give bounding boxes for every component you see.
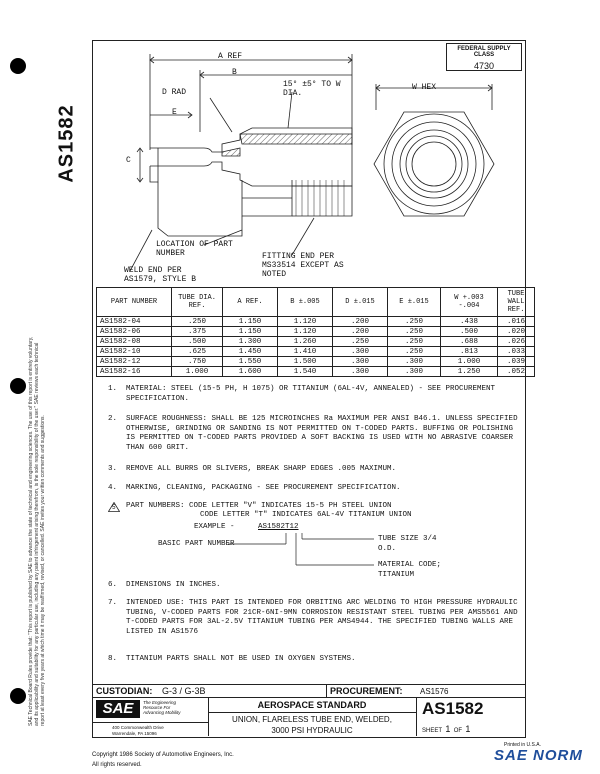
- punch-hole-bottom: [10, 688, 26, 704]
- header-d: D ±.015: [333, 288, 388, 317]
- cell: 1.540: [278, 367, 333, 377]
- cell: 1.150: [223, 317, 278, 327]
- cell: .250: [333, 337, 388, 347]
- cell: .438: [441, 317, 498, 327]
- table-row: [97, 317, 535, 327]
- aerospace-standard: AEROSPACE STANDARD: [257, 700, 367, 710]
- title-block-rule: [92, 697, 526, 698]
- title-block-divider: [208, 697, 209, 736]
- cell: .300: [333, 367, 388, 377]
- cell: .016: [498, 317, 535, 327]
- title-block-divider: [326, 684, 327, 698]
- dim-e: E: [172, 108, 177, 117]
- title-block-divider: [416, 697, 417, 736]
- sheet-info: SHEET 1 OF 1: [422, 724, 471, 734]
- rights: All rights reserved.: [92, 762, 142, 768]
- document-title-line2: 3000 PSI HYDRAULIC: [271, 726, 353, 735]
- dim-d-rad: D RAD: [162, 88, 187, 97]
- custodian-value: G-3 / G-3B: [162, 686, 206, 696]
- cell: .033: [498, 347, 535, 357]
- cell: AS1582-16: [97, 367, 172, 377]
- punch-hole-top: [10, 58, 26, 74]
- header-tube-dia: TUBE DIA. REF.: [172, 288, 223, 317]
- dim-a-ref: A REF: [218, 52, 243, 61]
- cell: 1.450: [223, 347, 278, 357]
- header-b: B ±.005: [278, 288, 333, 317]
- cell: .026: [498, 337, 535, 347]
- table-row: [97, 357, 535, 367]
- document-title-line1: UNION, FLARELESS TUBE END, WELDED,: [232, 715, 392, 724]
- cell: .500: [172, 337, 223, 347]
- copyright: Copyright 1986 Society of Automotive Engineers, Inc.: [92, 752, 234, 758]
- sae-tagline: The Engineering Resource For Advancing Mobility: [143, 700, 181, 715]
- procurement-value: AS1576: [420, 687, 449, 696]
- fitting-end-label: FITTING END PER MS33514 EXCEPT AS NOTED: [262, 252, 344, 279]
- table-row: [97, 327, 535, 337]
- table-row: [97, 337, 535, 347]
- title-block-rule: [92, 722, 208, 723]
- cell: .250: [388, 327, 441, 337]
- cell: .688: [441, 337, 498, 347]
- cell: AS1582-06: [97, 327, 172, 337]
- cell: .250: [388, 347, 441, 357]
- cell: .300: [388, 367, 441, 377]
- title-block-rule: [208, 712, 416, 713]
- header-e: E ±.015: [388, 288, 441, 317]
- cell: 1.550: [223, 357, 278, 367]
- table-row: [97, 367, 535, 377]
- cell: AS1582-04: [97, 317, 172, 327]
- cell: 1.000: [172, 367, 223, 377]
- cell: .250: [388, 337, 441, 347]
- sae-logo: SAE: [96, 700, 140, 718]
- cell: 1.000: [441, 357, 498, 367]
- cell: .039: [498, 357, 535, 367]
- title-block-top-rule: [92, 684, 526, 685]
- weld-end-label: WELD END PER AS1579, STYLE B: [124, 266, 197, 284]
- dim-c: C: [126, 156, 131, 165]
- cell: .052: [498, 367, 535, 377]
- cell: 1.120: [278, 317, 333, 327]
- cell: .813: [441, 347, 498, 357]
- cell: .200: [333, 327, 388, 337]
- document-number: AS1582: [422, 699, 484, 718]
- cell: .020: [498, 327, 535, 337]
- header-w: W +.003 -.004: [441, 288, 498, 317]
- cell: .375: [172, 327, 223, 337]
- cell: .250: [172, 317, 223, 327]
- example-part-number: AS1582T12: [258, 523, 299, 531]
- dim-w-hex: W HEX: [412, 83, 437, 92]
- cell: .200: [333, 317, 388, 327]
- location-label: LOCATION OF PART NUMBER: [156, 240, 233, 258]
- legal-disclaimer: SAE Technical Board Rules provide that: "This report is published by SAE to advance the state of technical and engineering sciences. The use of this report is entirely voluntary, and its applicability and suitability for any particular use, including any patent infringement arising therefrom, is the sole responsibility of the user." SAE reviews each technical report at least every five years at which time it may be reaffirmed, revised, or cancelled. SAE invites your written comments and suggestions.: [28, 336, 46, 726]
- printed-label: Printed in U.S.A.: [504, 742, 541, 748]
- federal-supply-class-label: FEDERAL SUPPLY CLASS: [457, 46, 511, 58]
- dim-angle: 15° ±5° TO W DIA.: [283, 80, 341, 98]
- cell: 1.250: [441, 367, 498, 377]
- sae-norm-text: SAE NORM: [494, 747, 583, 764]
- dim-b: B: [232, 68, 237, 77]
- cell: 1.150: [223, 327, 278, 337]
- sae-address: 400 Commonwealth Drive Warrendale, PA 15096: [112, 725, 164, 736]
- cell: 1.120: [278, 327, 333, 337]
- cell: 1.300: [223, 337, 278, 347]
- cell: 1.410: [278, 347, 333, 357]
- table-header-row: [97, 288, 535, 317]
- custodian-label: CUSTODIAN:: [96, 686, 153, 696]
- cell: 1.600: [223, 367, 278, 377]
- side-document-code: AS1582: [55, 104, 78, 183]
- cell: .500: [441, 327, 498, 337]
- punch-hole-middle: [10, 378, 26, 394]
- header-a: A REF.: [223, 288, 278, 317]
- cell: AS1582-08: [97, 337, 172, 347]
- table-row: [97, 347, 535, 357]
- dimensions-table: [96, 287, 535, 377]
- header-part-number: PART NUMBER: [97, 288, 172, 317]
- procurement-label: PROCUREMENT:: [330, 686, 403, 696]
- cell: .750: [172, 357, 223, 367]
- cell: .300: [388, 357, 441, 367]
- cell: 1.260: [278, 337, 333, 347]
- header-tube-wall: TUBE WALL REF.: [498, 288, 535, 317]
- example-leaders: [108, 523, 518, 583]
- cell: AS1582-12: [97, 357, 172, 367]
- cell: .300: [333, 347, 388, 357]
- federal-supply-class-value: 4730: [473, 61, 495, 71]
- cell: AS1582-10: [97, 347, 172, 357]
- cell: .300: [333, 357, 388, 367]
- cell: .625: [172, 347, 223, 357]
- sae-norm-watermark: [482, 740, 592, 770]
- cell: .250: [388, 317, 441, 327]
- cell: 1.500: [278, 357, 333, 367]
